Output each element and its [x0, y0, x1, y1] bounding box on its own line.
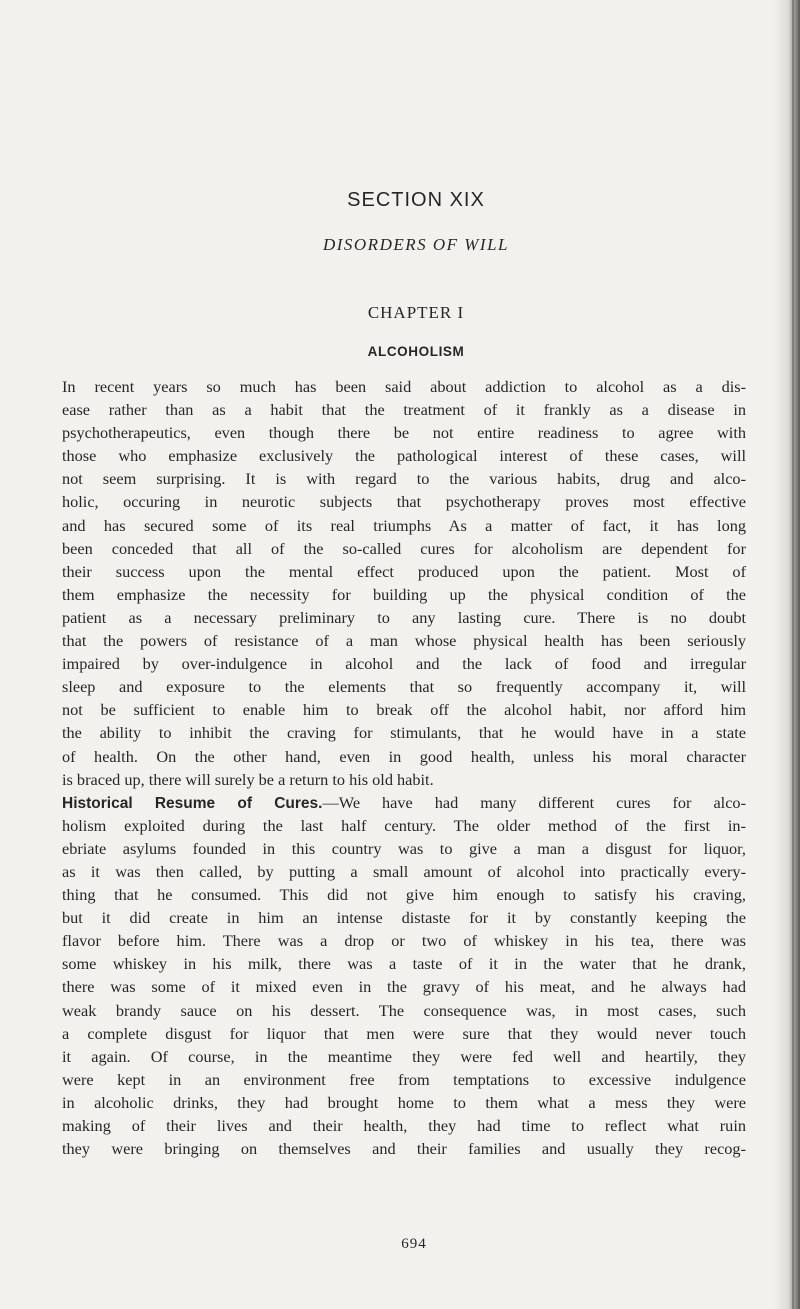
paragraph-line: weak brandy sauce on his dessert. The consequence was, in most cases, such — [62, 1000, 746, 1020]
paragraph-intro — [62, 375, 746, 791]
paragraph-line: were kept in an environment free from temptations to excessive indulgence — [62, 1069, 746, 1089]
paragraph-line: it again. Of course, in the meantime they were fed well and heartily, they — [62, 1046, 746, 1066]
paragraph-line: not be sufficient to enable him to break off the alcohol habit, nor afford him — [62, 700, 746, 720]
paragraph-line: sleep and exposure to the elements that so frequently accompany it, will — [62, 677, 746, 697]
page-content — [62, 185, 746, 1252]
paragraph-line: psychotherapeutics, even though there be not entire readiness to agree with — [62, 423, 746, 443]
paragraph-line: they were bringing on themselves and their families and usually they recog- — [62, 1139, 746, 1159]
paragraph-line: flavor before him. There was a drop or two of whiskey in his tea, there was — [62, 931, 746, 951]
paragraph-line: is braced up, there will surely be a return to his old habit. — [62, 769, 434, 789]
paragraph-line: been conceded that all of the so-called cures for alcoholism are dependent for — [62, 538, 746, 558]
paragraph-line: but it did create in him an intense distaste for it by constantly keeping the — [62, 908, 746, 928]
paragraph-line: as it was then called, by putting a small amount of alcohol into practically every- — [62, 861, 746, 881]
paragraph-line: those who emphasize exclusively the pathological interest of these cases, will — [62, 446, 746, 466]
page-edge — [792, 0, 794, 1309]
page-number: 694 — [401, 1236, 427, 1252]
paragraph-line: ebriate asylums founded in this country was to give a man a disgust for liquor, — [62, 838, 746, 858]
paragraph-line: in alcoholic drinks, they had brought home to them what a mess they were — [62, 1092, 746, 1112]
chapter-title: CHAPTER I — [367, 303, 465, 322]
section-subtitle: DISORDERS OF WILL — [322, 235, 510, 254]
paragraph-line: and has secured some of its real triumphs As a matter of fact, it has long — [62, 515, 746, 535]
paragraph-line — [62, 791, 746, 814]
chapter-subtitle: ALCOHOLISM — [367, 344, 465, 359]
paragraph-line: them emphasize the necessity for building up the physical condition of the — [62, 584, 746, 604]
page-binding-shadow — [774, 0, 800, 1309]
paragraph-line: that the powers of resistance of a man whose physical health has been seriously — [62, 631, 746, 651]
paragraph-line: impaired by over-indulgence in alcohol and the lack of food and irregular — [62, 654, 746, 674]
paragraph-line: there was some of it mixed even in the gravy of his meat, and he always had — [62, 977, 746, 997]
paragraph-line: holic, occuring in neurotic subjects that psychotherapy proves most effective — [62, 492, 746, 512]
body-text — [62, 375, 746, 1160]
paragraph-line: thing that he consumed. This did not give him enough to satisfy his craving, — [62, 885, 746, 905]
paragraph-line: some whiskey in his milk, there was a taste of it in the water that he drank, — [62, 954, 746, 974]
paragraph-line: of health. On the other hand, even in good health, unless his moral character — [62, 746, 746, 766]
paragraph-line-text: —We have had many different cures for alco- — [322, 792, 746, 812]
paragraph-line: making of their lives and their health, they had time to reflect what ruin — [62, 1116, 746, 1135]
paragraph-line: holism exploited during the last half century. The older method of the first in- — [62, 815, 746, 835]
paragraph-line: a complete disgust for liquor that men were sure that they would never touch — [62, 1023, 746, 1043]
paragraph-historical-resume — [62, 791, 746, 1161]
paragraph-line: patient as a necessary preliminary to any lasting cure. There is no doubt — [62, 607, 746, 627]
paragraph-line: the ability to inhibit the craving for stimulants, that he would have in a state — [62, 723, 746, 743]
paragraph-line: In recent years so much has been said about addiction to alcohol as a dis- — [62, 377, 746, 396]
paragraph-line: ease rather than as a habit that the treatment of it frankly as a disease in — [62, 400, 746, 420]
paragraph-heading: Historical Resume of Cures. — [62, 794, 323, 812]
paragraph-line: their success upon the mental effect produced upon the patient. Most of — [62, 561, 746, 581]
paragraph-line: not seem surprising. It is with regard to the various habits, drug and alco- — [62, 469, 746, 489]
section-title: SECTION XIX — [347, 189, 485, 211]
